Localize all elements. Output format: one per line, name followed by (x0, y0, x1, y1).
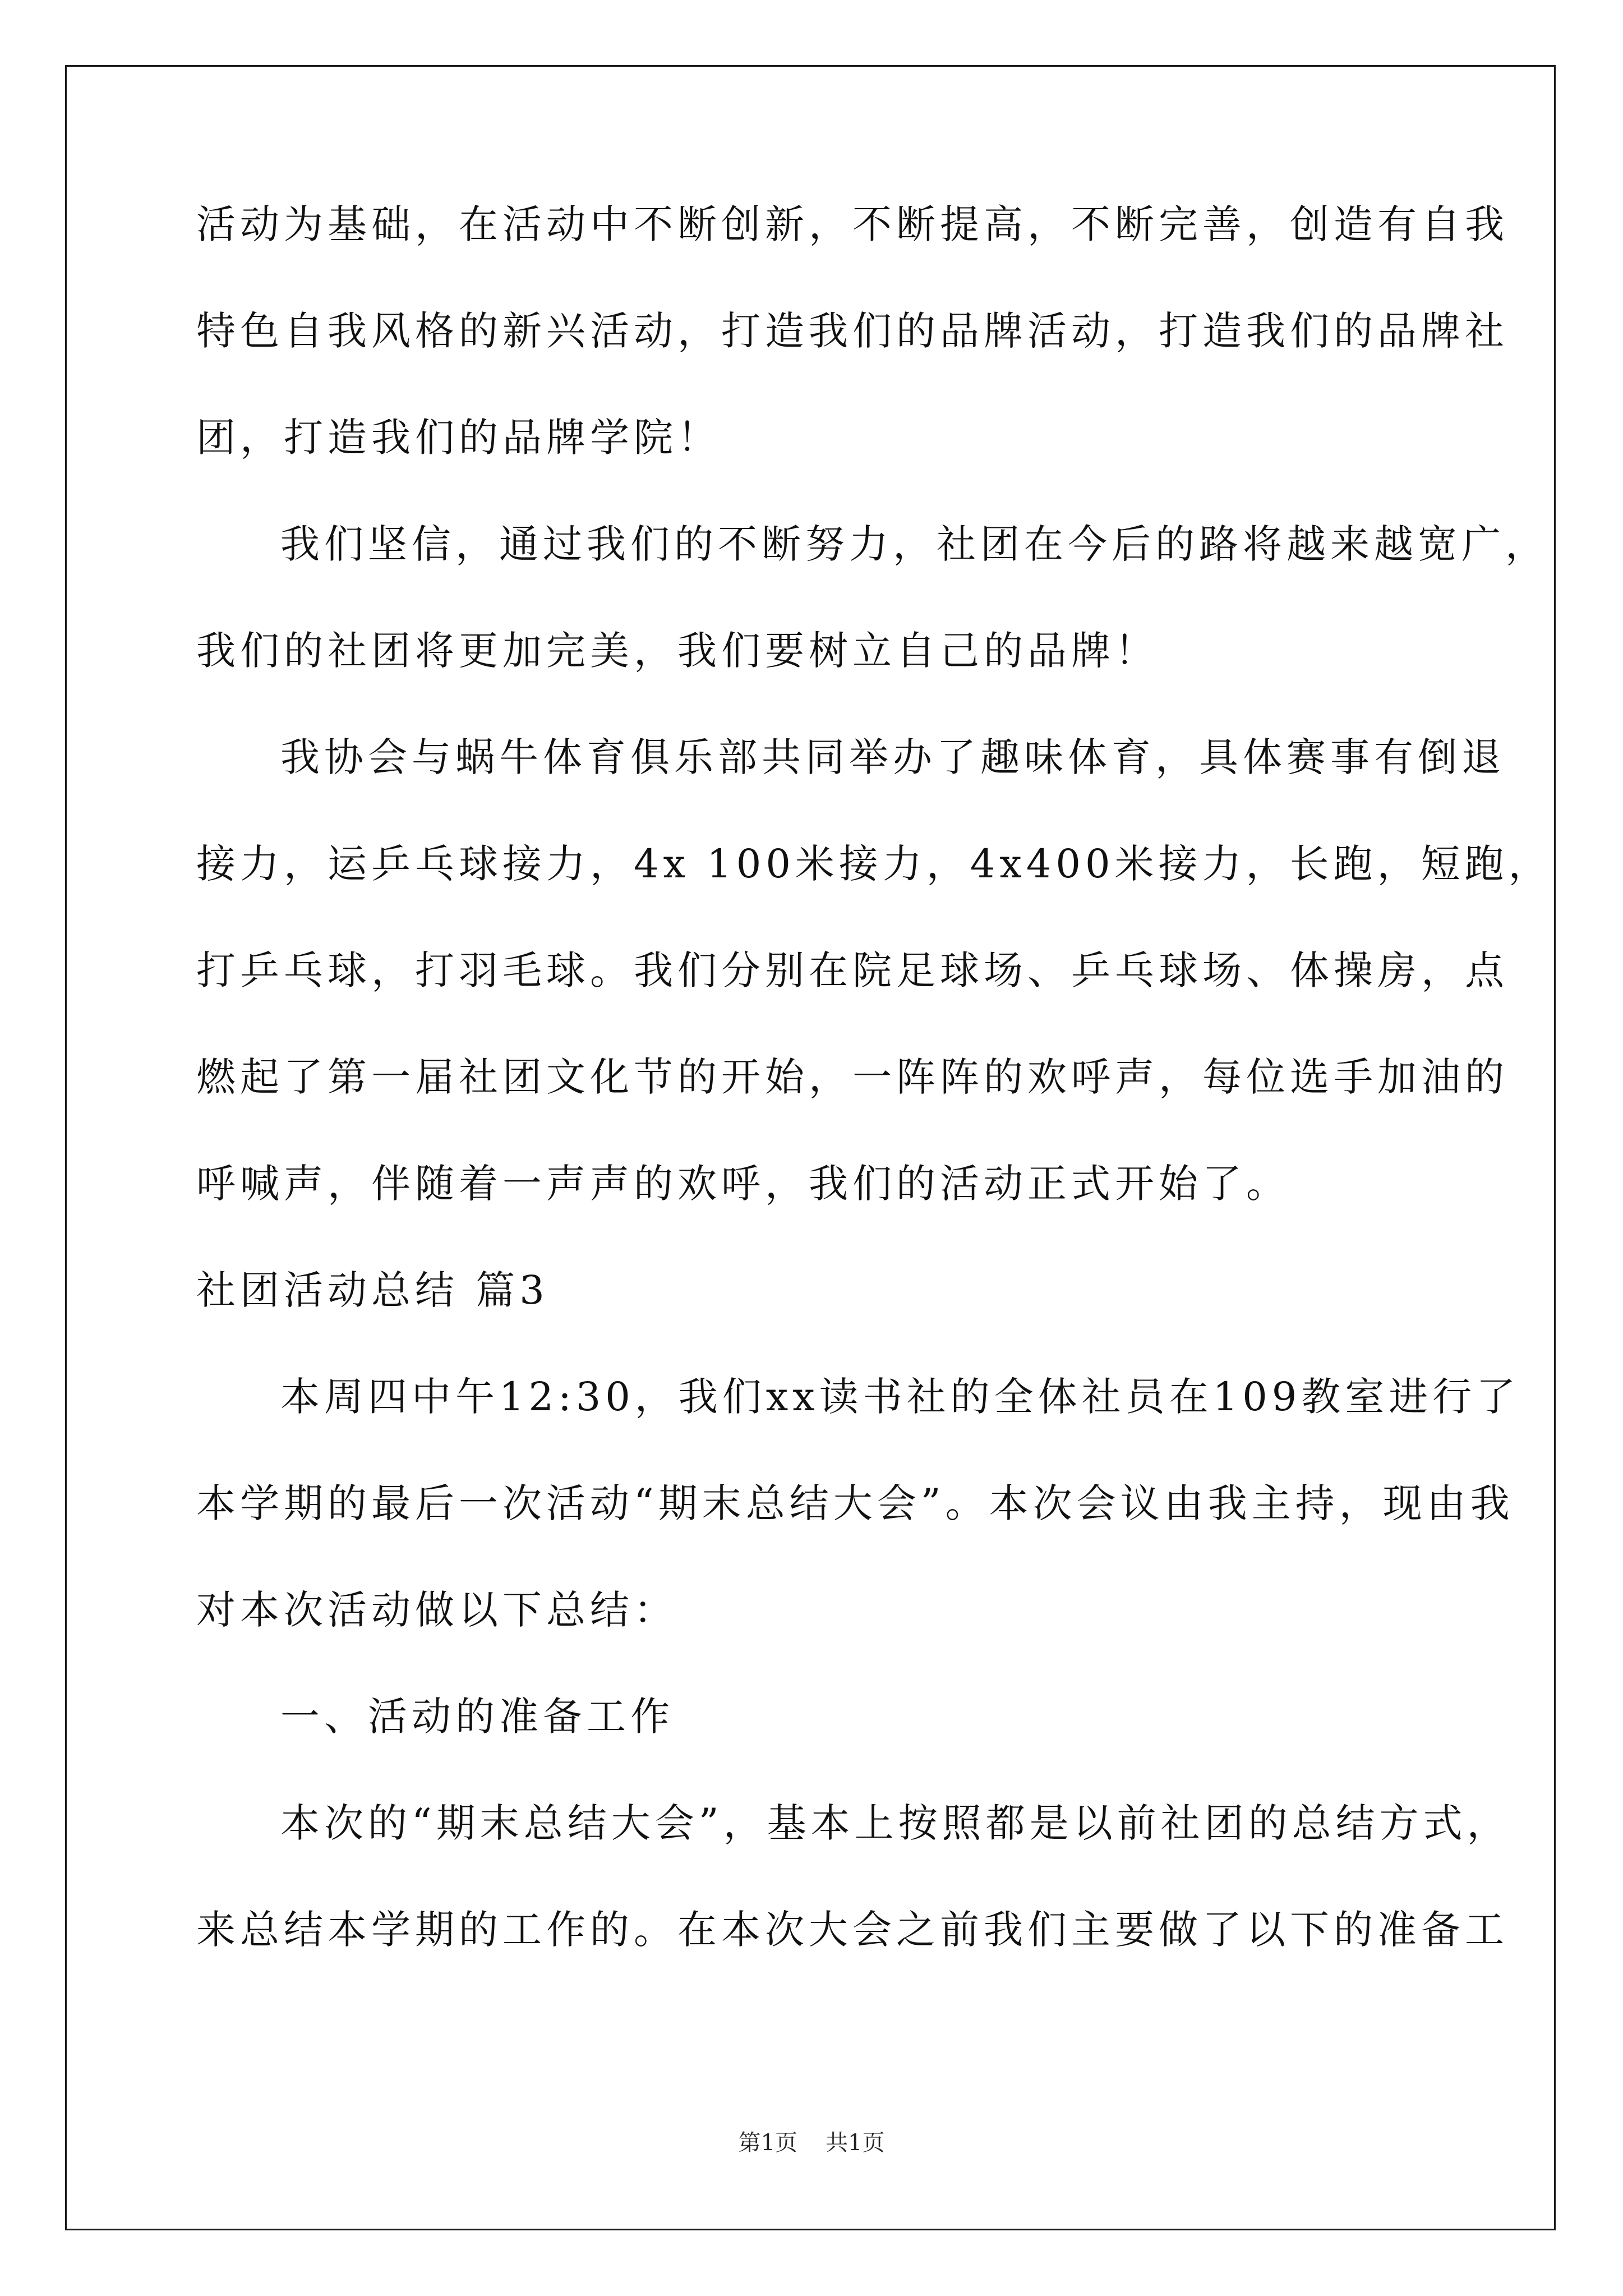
paragraph-line: 团，打造我们的品牌学院！ (196, 415, 721, 461)
page-number-total: 共1页 (826, 2130, 885, 2156)
subsection-heading: 一、活动的准备工作 (280, 1694, 674, 1740)
paragraph-line: 我们的社团将更加完美，我们要树立自己的品牌！ (196, 628, 1159, 674)
paragraph-line: 燃起了第一届社团文化节的开始，一阵阵的欢呼声，每位选手加油的 (196, 1054, 1509, 1100)
paragraph-line: 本周四中午12:30，我们xx读书社的全体社员在109教室进行了 (280, 1374, 1520, 1420)
page-footer (0, 2129, 1623, 2157)
paragraph-line: 接力，运乒乓球接力，4x 100米接力，4x400米接力，长跑，短跑， (196, 841, 1552, 887)
paragraph-line: 活动为基础，在活动中不断创新，不断提高，不断完善，创造有自我 (196, 201, 1509, 247)
paragraph-line: 本学期的最后一次活动“期末总结大会”。本次会议由我主持，现由我 (196, 1480, 1514, 1526)
paragraph-line: 本次的“期末总结大会”，基本上按照都是以前社团的总结方式， (280, 1800, 1511, 1846)
paragraph-line: 来总结本学期的工作的。在本次大会之前我们主要做了以下的准备工 (196, 1907, 1509, 1953)
paragraph-line: 我们坚信，通过我们的不断努力，社团在今后的路将越来越宽广， (280, 521, 1549, 567)
paragraph-line: 呼喊声，伴随着一声声的欢呼，我们的活动正式开始了。 (196, 1161, 1290, 1207)
page-number-current: 第1页 (738, 2130, 797, 2156)
paragraph-line: 对本次活动做以下总结： (196, 1587, 677, 1633)
section-heading: 社团活动总结 篇3 (196, 1267, 549, 1313)
paragraph-line: 特色自我风格的新兴活动，打造我们的品牌活动，打造我们的品牌社 (196, 308, 1509, 354)
paragraph-line: 我协会与蜗牛体育俱乐部共同举办了趣味体育，具体赛事有倒退 (280, 734, 1505, 780)
paragraph-line: 打乒乓球，打羽毛球。我们分别在院足球场、乒乓球场、体操房，点 (196, 947, 1509, 993)
